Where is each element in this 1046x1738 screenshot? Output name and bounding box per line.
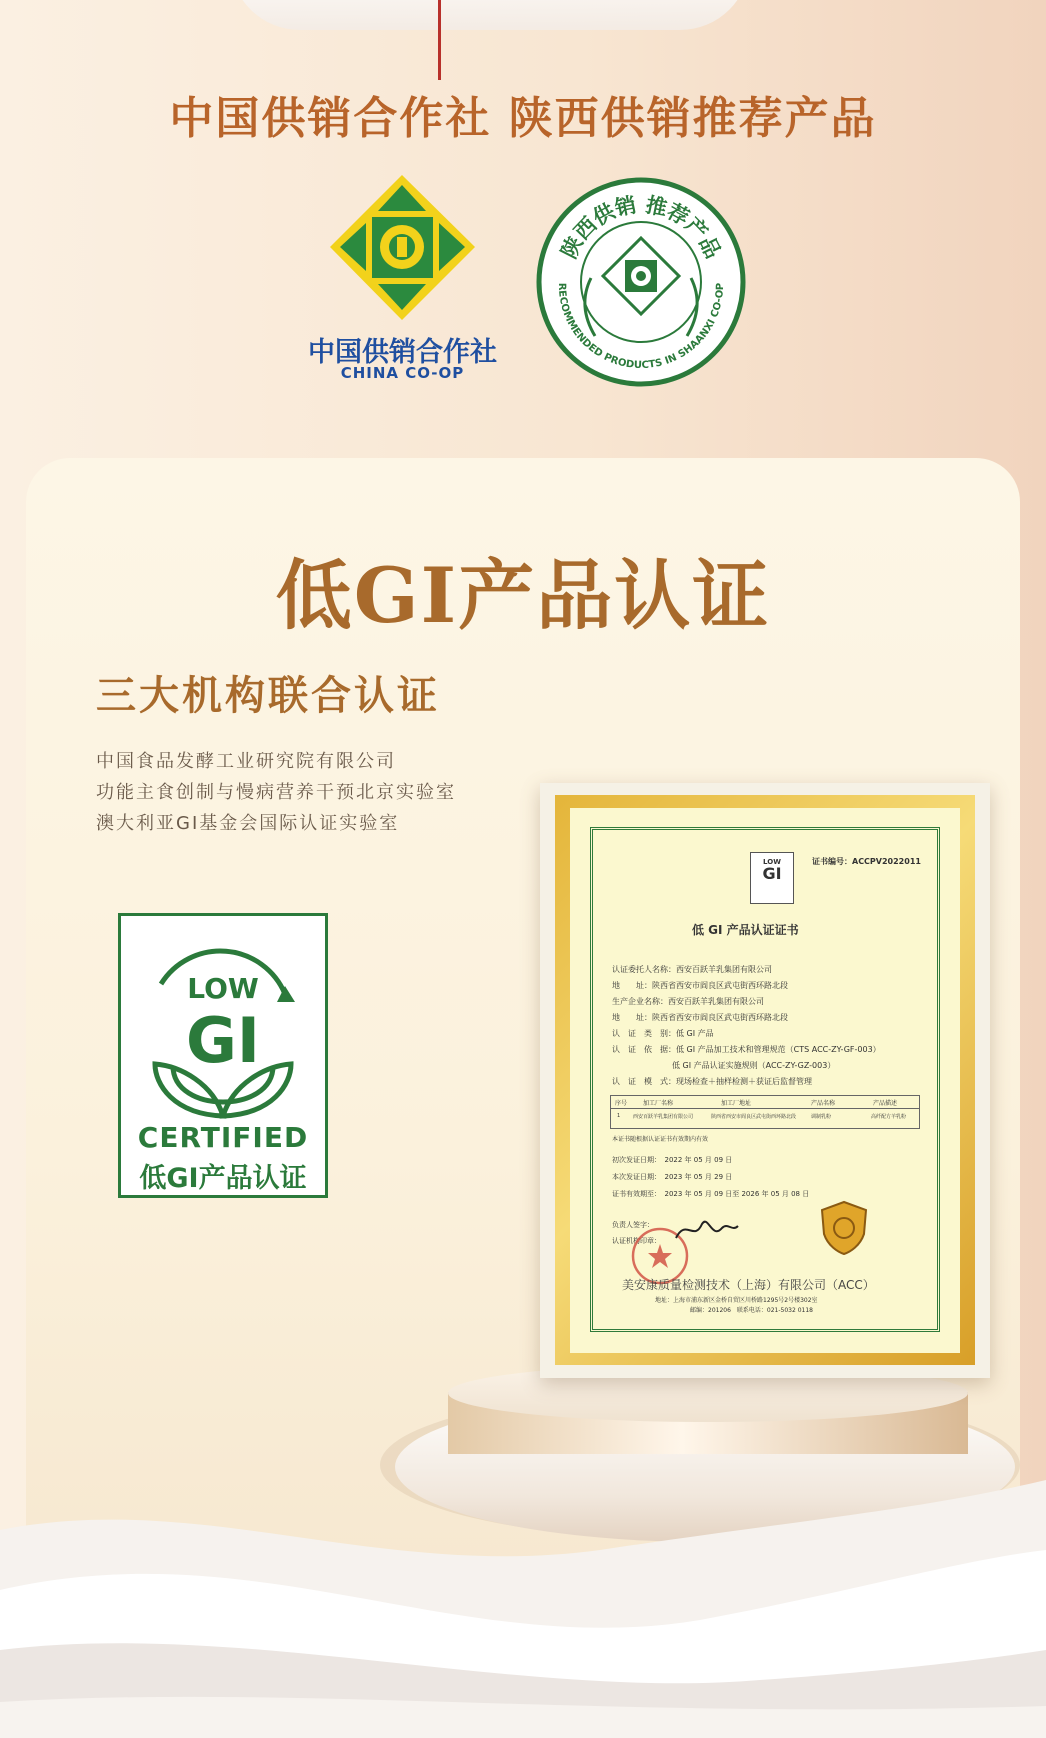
hanging-red-line — [438, 0, 441, 80]
cert-line-8: 认 证 模 式：现场检查＋抽样检测＋获证后监督管理 — [612, 1077, 812, 1086]
low-gi-emblem-icon — [133, 924, 313, 1124]
cert-line-3: 生产企业名称：西安百跃羊乳集团有限公司 — [612, 997, 764, 1006]
table-header-4: 产品名称 — [811, 1100, 836, 1107]
low-gi-certified-badge — [118, 913, 328, 1198]
badge-certified-text: CERTIFIED — [137, 1121, 309, 1154]
certificate-number: 证书编号：ACCPV2022011 — [812, 857, 921, 866]
badge-low-text: LOW — [187, 972, 259, 1005]
certificate-product-table — [610, 1095, 920, 1129]
header-title: 中国供销合作社 陕西供销推荐产品 — [169, 93, 877, 144]
seal-top-text: 陕西供销 推荐产品 — [556, 192, 726, 263]
china-coop-logo — [330, 175, 475, 320]
table-cell-3: 陕西省西安市阎良区武屯街西环路北段 — [711, 1114, 797, 1120]
seal-bottom-text: RECOMMENDED PRODUCTS IN SHAANXI CO-OP — [555, 282, 727, 372]
cert-date-3: 证书有效期至： 2023 年 05 月 09 日至 2026 年 05 月 08 日 — [612, 1190, 810, 1198]
certificate-title: 低 GI 产品认证证书 — [692, 923, 799, 937]
cert-sign-label: 负责人签字： — [612, 1221, 654, 1229]
coop-name-en: CHINA CO-OP — [340, 364, 465, 382]
institution-3: 澳大利亚GI基金会国际认证实验室 — [96, 813, 400, 834]
coop-name-cn: 中国供销合作社 — [308, 337, 497, 368]
certificate-signature — [672, 1212, 742, 1246]
certificate-low-gi-mark-icon: LOW GI — [750, 852, 794, 904]
cert-line-2: 地 址：陕西省西安市阎良区武屯街西环路北段 — [612, 981, 788, 990]
institution-2: 功能主食创制与慢病营养干预北京实验室 — [96, 782, 456, 803]
cert-line-4: 地 址：陕西省西安市阎良区武屯街西环路北段 — [612, 1013, 788, 1022]
table-header-2: 加工厂名称 — [643, 1100, 674, 1107]
cert-line-5: 认 证 类 别：低 GI 产品 — [612, 1029, 714, 1038]
table-header-1: 序号 — [615, 1100, 628, 1107]
badge-gi-text: GI — [186, 1004, 260, 1077]
table-cell-2: 西安百跃羊乳集团有限公司 — [633, 1114, 694, 1120]
institution-1: 中国食品发酵工业研究院有限公司 — [96, 751, 396, 772]
table-header-3: 加工厂地址 — [721, 1100, 752, 1107]
low-gi-title: 低GI产品认证 — [275, 551, 771, 640]
table-cell-4: 调制乳粉 — [811, 1114, 832, 1120]
cert-date-1: 初次发证日期： 2022 年 05 月 09 日 — [612, 1156, 733, 1164]
joint-certification-subtitle: 三大机构联合认证 — [96, 673, 440, 719]
top-wave-decoration — [230, 0, 750, 30]
cert-stamp-label: 认证机构印章： — [612, 1237, 661, 1245]
cert-line-1: 认证委托人名称：西安百跃羊乳集团有限公司 — [612, 965, 772, 974]
shaanxi-recommended-seal — [535, 176, 747, 388]
cert-line-6: 认 证 依 据：低 GI 产品加工技术和管理规范（CTS ACC-ZY-GF-003） — [612, 1045, 881, 1054]
table-cell-5: 高纤配方羊乳粉 — [871, 1114, 907, 1120]
cert-line-7: 低 GI 产品认证实施规则（ACC-ZY-GZ-003） — [672, 1061, 836, 1070]
certificate-shield-emblem-icon — [820, 1200, 868, 1256]
certificate-note: 本证书随根据认证证书有效期内有效 — [612, 1136, 709, 1143]
table-cell-1: 1 — [617, 1113, 621, 1119]
cert-date-2: 本次发证日期： 2023 年 05 月 29 日 — [612, 1173, 733, 1181]
badge-cn-text: 低GI产品认证 — [139, 1163, 307, 1194]
certificate-issuer-contact: 邮编：201206 联系电话：021-5032 0118 — [690, 1307, 813, 1314]
bottom-silk-cloth — [0, 1470, 1046, 1738]
table-header-5: 产品描述 — [873, 1100, 898, 1107]
certificate-issuer: 美安康质量检测技术（上海）有限公司（ACC） — [622, 1278, 875, 1292]
certificate-issuer-address: 地址：上海市浦东新区金桥自贸区川桥路1295号2号楼302室 — [655, 1297, 818, 1304]
